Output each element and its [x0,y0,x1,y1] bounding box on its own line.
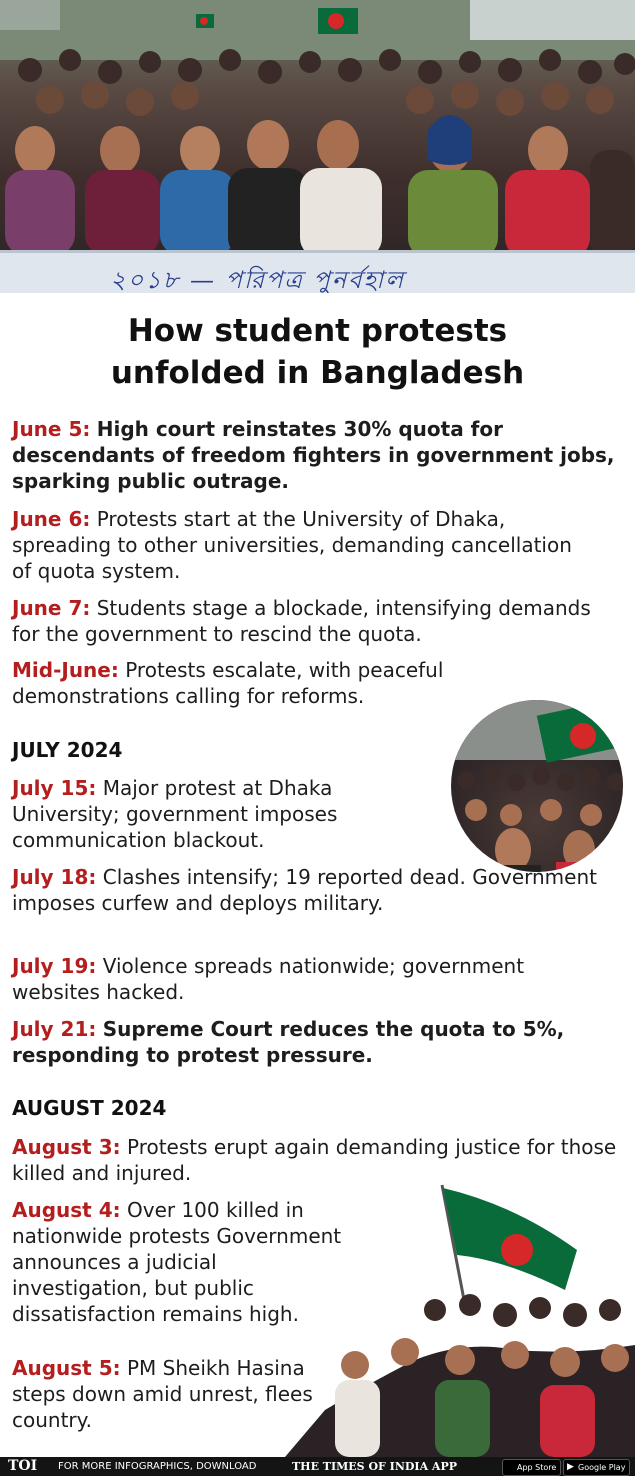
section-heading-august: AUGUST 2024 [12,1096,167,1120]
protest-banner-text: ২০১৮ — পরিপত্র পুনর্বহাল [110,266,405,293]
entry-date: August 3: [12,1135,121,1159]
hero-protest-photo [0,0,635,293]
entry-date: Mid-June: [12,658,119,682]
crowd-illustration [0,0,635,293]
entry-date: August 4: [12,1198,121,1222]
entry-date: July 19: [12,954,97,978]
footer-bar [0,1457,635,1476]
google-play-label: Google Play [578,1463,626,1472]
timeline-entry-mid-june [12,657,572,709]
app-store-button[interactable] [502,1459,561,1476]
app-store-label: App Store [517,1463,557,1472]
footer-brand: THE TIMES OF INDIA APP [292,1460,458,1473]
entry-date: June 7: [12,596,91,620]
google-play-button[interactable] [563,1459,630,1476]
entry-date: August 5: [12,1356,121,1380]
entry-text: Protests start at the University of Dhaka, spreading to other universities, demanding cancellation of quota system. [12,507,572,583]
entry-date: July 21: [12,1017,97,1041]
timeline-entry-july-21 [12,1016,612,1068]
toi-logo: TOI [8,1458,38,1474]
title-line-1: How student protests [127,313,508,349]
entry-date: July 18: [12,865,97,889]
page-title [0,310,635,394]
entry-text: Violence spreads nationwide; government websites hacked. [12,954,525,1004]
timeline-entry-july-15 [12,775,442,853]
crowd-illustration [451,700,623,872]
timeline-entry-july-18 [12,864,612,916]
timeline-entry-june-5 [12,416,622,494]
timeline-entry-august-5 [12,1355,342,1433]
entry-text: Clashes intensify; 19 reported dead. Government imposes curfew and deploys military. [12,865,597,915]
entry-text: Major protest at Dhaka University; government imposes communication blackout. [12,776,338,852]
entry-text: PM Sheikh Hasina steps down amid unrest, flees country. [12,1356,313,1432]
crowd-circle-photo [451,700,623,872]
timeline-entry-august-3 [12,1134,622,1186]
entry-text: Students stage a blockade, intensifying demands for the government to rescind the quota. [12,596,591,646]
entry-text: High court reinstates 30% quota for descendants of freedom fighters in government jobs, sparking public outrage. [12,417,615,493]
entry-date: July 15: [12,776,97,800]
title-line-2: unfolded in Bangladesh [110,355,525,391]
entry-text: Protests escalate, with peaceful demonstrations calling for reforms. [12,658,444,708]
play-icon: ▶ [567,1462,574,1472]
entry-date: June 5: [12,417,91,441]
timeline-entry-july-19 [12,953,612,1005]
footer-cta: FOR MORE INFOGRAPHICS, DOWNLOAD [58,1461,257,1472]
timeline-entry-june-6 [12,506,572,584]
entry-text: Supreme Court reduces the quota to 5%, responding to protest pressure. [12,1017,565,1067]
timeline-entry-june-7 [12,595,622,647]
section-heading-july: JULY 2024 [12,738,123,762]
entry-text: Over 100 killed in nationwide protests Government announces a judicial investigation, but public dissatisfaction remains high. [12,1198,342,1326]
entry-text: Protests erupt again demanding justice for those killed and injured. [12,1135,617,1185]
entry-date: June 6: [12,507,91,531]
timeline-entry-august-4 [12,1197,352,1327]
